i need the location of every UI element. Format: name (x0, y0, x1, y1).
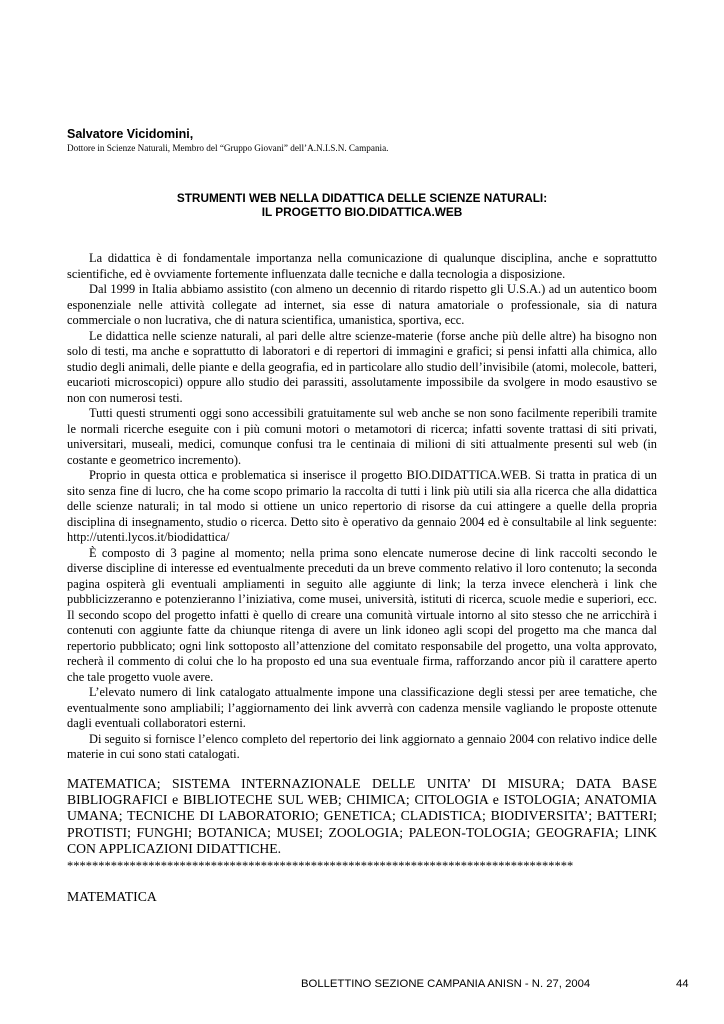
title-line-1: STRUMENTI WEB NELLA DIDATTICA DELLE SCIENZE NATURALI: (176, 191, 548, 205)
article-body (67, 251, 657, 763)
paragraph: La didattica è di fondamentale importanza nella comunicazione di qualunque disciplina, anche e soprattutto scientifiche, ed è ovviamente fortemente influenzata dalle tecniche e dalla tecnologia a disposizione. (67, 251, 657, 281)
paragraph: È composto di 3 pagine al momento; nella prima sono elencate numerose decine di link raccolti secondo le diverse discipline di interesse ed eventualmente preceduti da un breve commento relativo il loro contenuto; la seconda pagina ospiterà gli eventuali ampliamenti in seguito alle aggiunte di link; la terza invece elencherà i link che pubblicizzeranno e potenzieranno l’iniziativa, come musei, università, istituti di ricerca, scuole medie e superiori, ecc. Il secondo scopo del progetto infatti è quello di creare una comunità virtuale intorno al sito stesso che ne arricchirà i contenuti con aggiunte fatte da chiunque ritenga di avere un link idoneo agli scopi del progetto ma che manca dal repertorio pubblicato; ogni link sottoposto all’attenzione del comitato responsabile del progetto, una volta approvato, recherà il commento di colui che lo ha proposto ed una sua eventuale firma, rafforzando ancor più il carattere aperto che tale progetto vuole avere. (67, 545, 657, 684)
section-heading: MATEMATICA (67, 889, 157, 904)
paragraph: Tutti questi strumenti oggi sono accessibili gratuitamente sul web anche se non sono facilmente reperibili tramite le normali ricerche eseguite con i più comuni motori o metamotori di ricerca; infatti sovente trattasi di siti privati, universitari, museali, medici, comunque confusi tra le centinaia di milioni di siti attualmente presenti sul web (in costante e geometrico incremento). (67, 406, 657, 467)
paragraph: Di seguito si fornisce l’elenco completo del repertorio dei link aggiornato a gennaio 2004 con relativo indice delle materie in cui sono stati catalogati. (67, 731, 657, 761)
page-number: 44 (676, 978, 689, 990)
paragraph: L’elevato numero di link catalogato attualmente impone una classificazione degli stessi per aree tematiche, che eventualmente sono ampliabili; l’aggiornamento dei link avverrà con cadenza mensile vagliando le proposte ottenute dagli eventuali collaboratori esterni. (67, 685, 657, 730)
categories-index: MATEMATICA; SISTEMA INTERNAZIONALE DELLE UNITA’ DI MISURA; DATA BASE BIBLIOGRAFICI e BIBLIOTECHE SUL WEB; CHIMICA; CITOLOGIA e ISTOLOGIA; ANATOMIA UMANA; TECNICHE DI LABORATORIO; GENETICA; CLADISTICA; BIODIVERSITA’; BATTERI; PROTISTI; FUNGHI; BOTANICA; MUSEI; ZOOLOGIA; PALEON-TOLOGIA; GEOGRAFIA; LINK CON APPLICAZIONI DIDATTICHE. (67, 776, 657, 856)
paragraph: Dal 1999 in Italia abbiamo assistito (con almeno un decennio di ritardo rispetto gli U.S.A.) ad un autentico boom esponenziale nelle attività collegate ad internet, sia esse di natura amatoriale o professionale, sia di natura commerciale o non lucrativa, che di natura scientifica, umanistica, sportiva, ecc. (67, 282, 657, 327)
article-title (60, 191, 664, 219)
paragraph: Le didattica nelle scienze naturali, al pari delle altre scienze-materie (forse anche più delle altre) ha bisogno non solo di testi, ma anche e soprattutto di laboratori e di repertori di immagini e grafici; si pensi infatti alla chimica, allo studio degli animali, delle piante e della geografia, ed in particolare allo studio dell’invisibile (atomi, molecole, batteri, eucarioti microscopici) oppure allo studio dei parassiti, assolutamente impossibile da svolgere in modo esaustivo se non con numerosi testi. (67, 328, 657, 405)
author-affiliation: Dottore in Scienze Naturali, Membro del “Gruppo Giovani” dell’A.N.I.S.N. Campania. (67, 143, 389, 153)
title-line-2: IL PROGETTO BIO.DIDATTICA.WEB (261, 205, 463, 219)
paragraph: Proprio in questa ottica e problematica si inserisce il progetto BIO.DIDATTICA.WEB. Si tratta in pratica di un sito senza fine di lucro, che ha come scopo primario la raccolta di tutti i link più utili sia alla ricerca che alla didattica delle scienze naturali; in tal modo si ottiene un unico repertorio di risorse da cui attingere a quelle della propria disciplina di insegnamento, studio o ricerca. Detto sito è operativo da gennaio 2004 ed è consultabile al link seguente: http://utenti.lycos.it/biodidattica/ (67, 468, 657, 544)
asterisk-separator: ********************************************************************************* (67, 859, 574, 873)
author-name: Salvatore Vicidomini, (67, 127, 194, 141)
footer-journal: BOLLETTINO SEZIONE CAMPANIA ANISN - N. 27, 2004 (301, 978, 591, 990)
